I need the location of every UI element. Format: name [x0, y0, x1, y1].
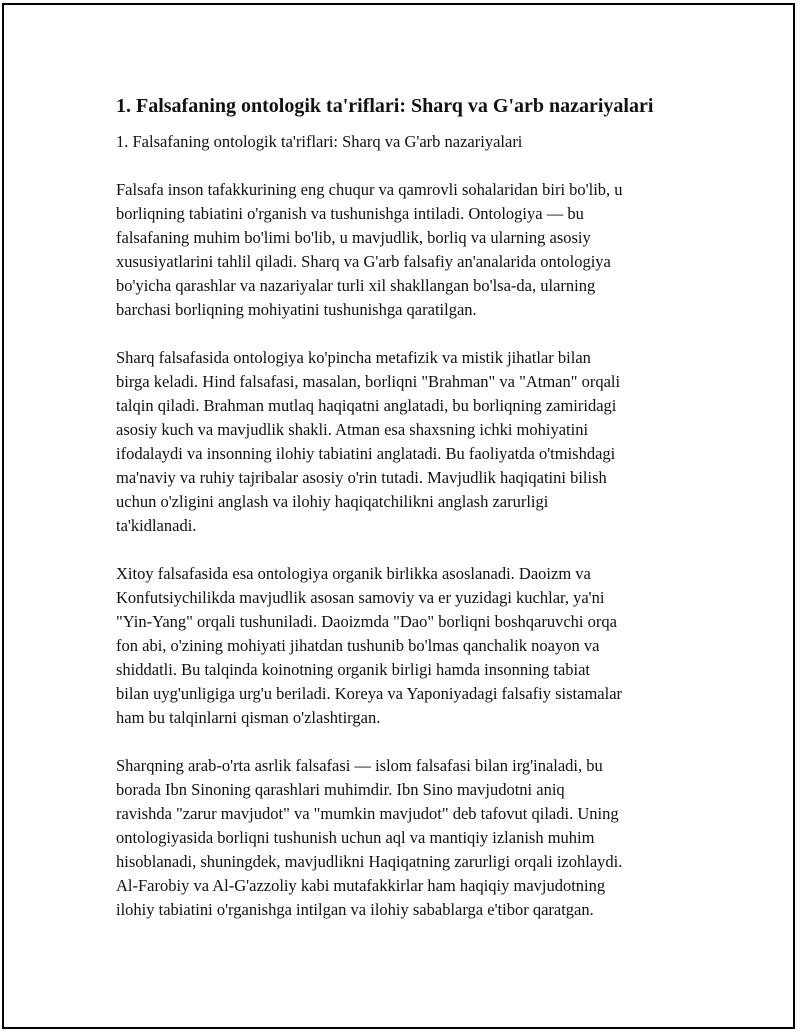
paragraph-list [116, 178, 686, 922]
paragraph-line: Al-Farobiy va Al-G'azzoliy kabi mutafakkirlar ham haqiqiy mavjudotning [116, 876, 606, 895]
paragraph-line: ravishda "zarur mavjudot" va "mumkin mavjudot" deb tafovut qiladi. Uning [116, 804, 619, 823]
paragraph-line: borliqning tabiatini o'rganish va tushunishga intiladi. Ontologiya — bu [116, 204, 584, 223]
paragraph-line: Sharqning arab-o'rta asrlik falsafasi — islom falsafasi bilan irg'inaladi, bu [116, 756, 603, 775]
paragraph-line: "Yin-Yang" orqali tushuniladi. Daoizmda "Dao" borliqni boshqaruvchi orqa [116, 612, 617, 631]
paragraph-line: ham bu talqinlarni qisman o'zlashtirgan. [116, 708, 381, 727]
paragraph-line: borada Ibn Sinoning qarashlari muhimdir. Ibn Sino mavjudotni aniq [116, 780, 565, 799]
paragraph-line: barchasi borliqning mohiyatini tushunishga qaratilgan. [116, 300, 477, 319]
paragraph-line: fon abi, o'zining mohiyati jihatdan tushunib bo'lmas qanchalik noayon va [116, 636, 600, 655]
paragraph [116, 178, 686, 322]
paragraph-line: falsafaning muhim bo'limi bo'lib, u mavjudlik, borliq va ularning asosiy [116, 228, 591, 247]
paragraph-line: ilohiy tabiatini o'rganishga intilgan va ilohiy sabablarga e'tibor qaratgan. [116, 900, 594, 919]
paragraph-line: Xitoy falsafasida esa ontologiya organik birlikka asoslanadi. Daoizm va [116, 564, 591, 583]
paragraph-line: bo'yicha qarashlar va nazariyalar turli xil shakllangan bo'lsa-da, ularning [116, 276, 596, 295]
paragraph-line: Sharq falsafasida ontologiya ko'pincha metafizik va mistik jihatlar bilan [116, 348, 591, 367]
document-subtitle: 1. Falsafaning ontologik ta'riflari: Sharq va G'arb nazariyalari [116, 132, 523, 151]
paragraph-line: Konfutsiychilikda mavjudlik asosan samoviy va er yuzidagi kuchlar, ya'ni [116, 588, 605, 607]
paragraph-line: xususiyatlarini tahlil qiladi. Sharq va G'arb falsafiy an'analarida ontologiya [116, 252, 611, 271]
paragraph-line: talqin qiladi. Brahman mutlaq haqiqatni anglatadi, bu borliqning zamiridagi [116, 396, 617, 415]
paragraph-line: uchun o'zligini anglash va ilohiy haqiqatchilikni anglash zarurligi [116, 492, 549, 511]
paragraph [116, 346, 686, 538]
paragraph-line: ifodalaydi va insonning ilohiy tabiatini anglatadi. Bu faoliyatda o'tmishdagi [116, 444, 616, 463]
paragraph-line: ontologiyasida borliqni tushunish uchun aql va mantiqiy izlanish muhim [116, 828, 595, 847]
paragraph-line: Falsafa inson tafakkurining eng chuqur va qamrovli sohalaridan biri bo'lib, u [116, 180, 623, 199]
document-title: 1. Falsafaning ontologik ta'riflari: Sharq va G'arb nazariyalari [116, 95, 654, 117]
document-body [116, 92, 686, 922]
paragraph-line: asosiy kuch va mavjudlik shakli. Atman esa shaxsning ichki mohiyatini [116, 420, 589, 439]
paragraph-line: birga keladi. Hind falsafasi, masalan, borliqni "Brahman" va "Atman" orqali [116, 372, 621, 391]
paragraph [116, 562, 686, 730]
paragraph-line: shiddatli. Bu talqinda koinotning organik birligi hamda insonning tabiat [116, 660, 591, 679]
paragraph-line: bilan uyg'unligiga urg'u beriladi. Koreya va Yaponiyadagi falsafiy sistamalar [116, 684, 623, 703]
paragraph-line: hisoblanadi, shuningdek, mavjudlikni Haqiqatning zarurligi orqali izohlaydi. [116, 852, 623, 871]
paragraph [116, 754, 686, 922]
paragraph-line: ma'naviy va ruhiy tajribalar asosiy o'rin tutadi. Mavjudlik haqiqatini bilish [116, 468, 607, 487]
paragraph-line: ta'kidlanadi. [116, 516, 197, 535]
